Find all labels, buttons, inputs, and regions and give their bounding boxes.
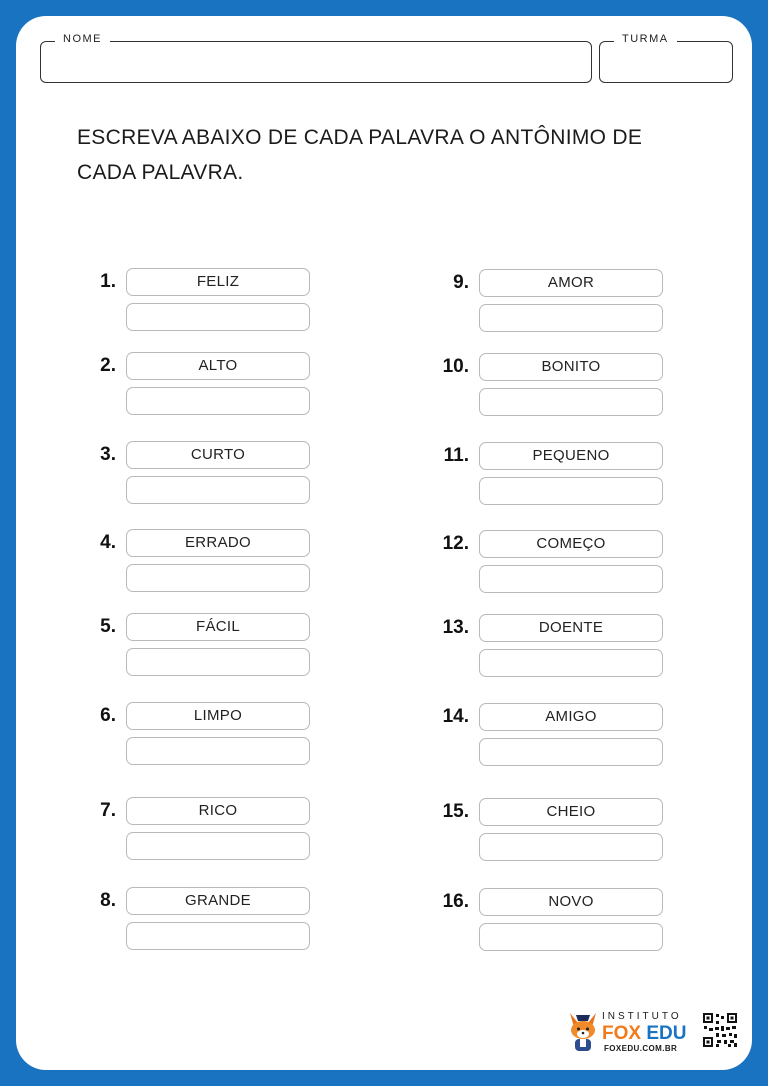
word-box: RICO: [126, 797, 310, 825]
exercise-item-15: [417, 798, 717, 864]
item-number: 7.: [100, 800, 116, 821]
item-number: 15.: [442, 801, 469, 822]
word-box: DOENTE: [479, 614, 663, 642]
word-box: COMEÇO: [479, 530, 663, 558]
nome-label: NOME: [55, 33, 110, 45]
word-box: CHEIO: [479, 798, 663, 826]
answer-box[interactable]: [126, 303, 310, 331]
logo-edu-text: EDU: [646, 1023, 687, 1044]
exercise-item-6: [64, 702, 364, 768]
exercise-item-10: [417, 353, 717, 419]
item-number: 10.: [442, 356, 469, 377]
exercise-item-11: [417, 442, 717, 508]
exercise-item-12: [417, 530, 717, 596]
item-number: 9.: [453, 272, 469, 293]
word-box: FÁCIL: [126, 613, 310, 641]
word-box: LIMPO: [126, 702, 310, 730]
answer-box[interactable]: [126, 737, 310, 765]
answer-box[interactable]: [479, 923, 663, 951]
instructions-text: ESCREVA ABAIXO DE CADA PALAVRA O ANTÔNIMO DE CADA PALAVRA.: [77, 126, 643, 184]
logo-instituto-text: INSTITUTO: [602, 1011, 682, 1022]
answer-box[interactable]: [479, 649, 663, 677]
item-number: 13.: [442, 617, 469, 638]
word-box: CURTO: [126, 441, 310, 469]
exercise-item-13: [417, 614, 717, 680]
answer-box[interactable]: [479, 833, 663, 861]
exercise-item-9: [417, 269, 717, 335]
word-box: FELIZ: [126, 268, 310, 296]
exercise-item-8: [64, 887, 364, 953]
answer-box[interactable]: [479, 565, 663, 593]
exercise-item-3: [64, 441, 364, 507]
word-box: GRANDE: [126, 887, 310, 915]
word-box: ALTO: [126, 352, 310, 380]
turma-label: TURMA: [614, 33, 677, 45]
answer-box[interactable]: [126, 476, 310, 504]
word-box: BONITO: [479, 353, 663, 381]
exercise-item-7: [64, 797, 364, 863]
item-number: 16.: [442, 891, 469, 912]
answer-box[interactable]: [479, 388, 663, 416]
answer-box[interactable]: [126, 564, 310, 592]
word-box: AMIGO: [479, 703, 663, 731]
answer-box[interactable]: [479, 738, 663, 766]
answer-box[interactable]: [479, 477, 663, 505]
item-number: 5.: [100, 616, 116, 637]
worksheet-page: [16, 16, 752, 1070]
answer-box[interactable]: [479, 304, 663, 332]
exercise-item-5: [64, 613, 364, 679]
answer-box[interactable]: [126, 648, 310, 676]
item-number: 4.: [100, 532, 116, 553]
word-box: NOVO: [479, 888, 663, 916]
item-number: 6.: [100, 705, 116, 726]
item-number: 12.: [442, 533, 469, 554]
exercise-item-14: [417, 703, 717, 769]
qr-code-icon: [702, 1012, 738, 1048]
word-box: ERRADO: [126, 529, 310, 557]
answer-box[interactable]: [126, 922, 310, 950]
answer-box[interactable]: [126, 832, 310, 860]
exercise-item-4: [64, 529, 364, 595]
item-number: 8.: [100, 890, 116, 911]
item-number: 1.: [100, 271, 116, 292]
exercise-item-1: [64, 268, 364, 334]
item-number: 11.: [443, 445, 469, 466]
word-box: AMOR: [479, 269, 663, 297]
item-number: 3.: [100, 444, 116, 465]
exercise-item-16: [417, 888, 717, 954]
exercise-item-2: [64, 352, 364, 418]
item-number: 2.: [100, 355, 116, 376]
logo-url-text: FOXEDU.COM.BR: [604, 1044, 678, 1053]
logo-fox-text: FOX: [602, 1023, 642, 1044]
logo-wordmark: [602, 1023, 686, 1045]
fox-mascot-icon: [566, 1011, 600, 1053]
word-box: PEQUENO: [479, 442, 663, 470]
turma-field[interactable]: [599, 33, 733, 83]
answer-box[interactable]: [126, 387, 310, 415]
nome-field[interactable]: [40, 33, 592, 83]
item-number: 14.: [442, 706, 469, 727]
